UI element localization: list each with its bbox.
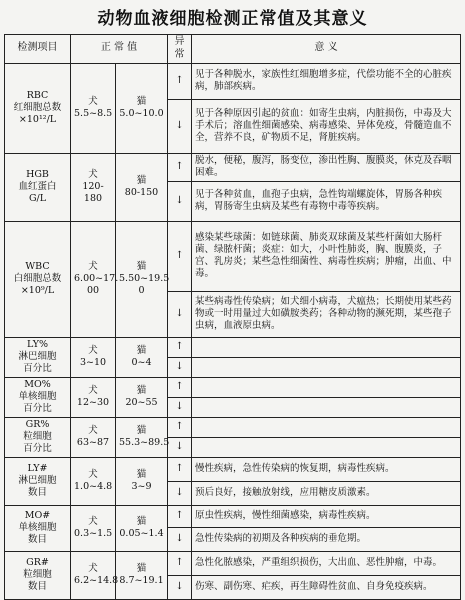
test-item-cell [5,377,71,417]
test-item-label: 红细胞总数 [13,102,62,114]
cat-value-text: 0.05~1.4 [119,528,164,540]
test-item-label: MO% [24,378,51,390]
cat-normal-value [116,551,168,599]
dog-value-text: 12~30 [76,397,110,409]
decrease-meaning [192,397,461,417]
dog-normal-value [71,153,116,221]
cat-normal-value [116,377,168,417]
test-item-label: 单核细胞 [18,391,57,403]
dog-value-text: 犬 [88,562,98,574]
test-item-label: GR% [25,418,50,430]
test-item-label: ×10⁹/L [20,285,55,297]
down-arrow-icon: ↓ [168,357,192,377]
table-row [5,377,461,397]
cat-value-text: 猫 [136,174,147,186]
dog-value-text: 犬 [88,468,98,480]
cat-normal-value [116,457,168,505]
test-item-cell [5,417,71,457]
decrease-meaning: 见于各种贫血，血孢子虫病，急性钩端螺旋体，胃肠各种疾病，胃肠寄生虫病及某些有毒物中毒等疾病。 [192,181,461,221]
dog-value-text: 3~10 [79,357,107,369]
table-row [5,153,461,181]
cat-value-text: 20~55 [125,397,158,409]
dog-value-text: 1.0~4.8 [74,481,113,493]
up-arrow-icon: ↑ [168,63,192,99]
decrease-meaning: 预后良好，接触放射线，应用糖皮质激素。 [192,481,461,505]
test-item-label: LY% [27,338,48,350]
cat-value-text: 猫 [136,515,147,527]
dog-value-text: 犬 [88,95,98,107]
dog-value-text: 犬 [88,168,98,180]
dog-normal-value [71,551,119,599]
dog-normal-value [71,377,116,417]
test-item-label: GR# [26,556,49,568]
test-item-label: 数目 [27,534,47,546]
down-arrow-icon: ↓ [168,99,192,153]
dog-value-text: 6.00~17. [74,273,119,285]
test-item-cell [5,153,71,221]
table-body [5,63,461,599]
cat-normal-value [116,417,168,457]
header-item: 检测项目 [5,35,71,64]
dog-normal-value [71,221,119,337]
test-item-label: 数目 [27,487,47,499]
test-item-label: HGB [26,168,49,180]
test-item-label: WBC [25,260,50,272]
increase-meaning [192,337,461,357]
dog-value-text: 120-180 [82,181,104,205]
decrease-meaning: 伤寒、副伤寒、疟疾，再生障碍性贫血、自身免疫疾病。 [192,575,461,599]
down-arrow-icon: ↓ [168,291,192,337]
up-arrow-icon: ↑ [168,377,192,397]
test-item-label: 粒细胞 [23,569,52,581]
dog-value-text: 00 [86,285,100,297]
decrease-meaning: 见于各种原因引起的贫血：如寄生虫病，内脏损伤，中毒及大手术后；溶血性细菌感染、病毒感染、异体免疫，骨髓造血不全，营养不良，矿物质不足，肾脏疾病。 [192,99,461,153]
cat-value-text: 猫 [136,384,147,396]
dog-normal-value [71,337,116,377]
dog-normal-value [71,417,116,457]
down-arrow-icon: ↓ [168,397,192,417]
decrease-meaning: 某些病毒性传染病；如犬细小病毒，犬瘟热；长期使用某些药物或一时用量过大如磺胺类药；各种动物的濒死期，某些孢子虫病，血液原虫病。 [192,291,461,337]
increase-meaning: 慢性疾病，急性传染病的恢复期，病毒性疾病。 [192,457,461,481]
cat-value-text: 猫 [136,95,147,107]
cat-normal-value [116,221,168,337]
blood-test-table [4,34,461,600]
table-row [5,337,461,357]
down-arrow-icon: ↓ [168,527,192,551]
cat-normal-value [116,505,168,551]
dog-value-text: 犬 [88,515,98,527]
increase-meaning: 原虫性疾病，慢性细菌感染，病毒性疾病。 [192,505,461,527]
up-arrow-icon: ↑ [168,221,192,291]
cat-normal-value [116,63,168,153]
table-row [5,551,461,575]
decrease-meaning [192,357,461,377]
dog-value-text: 犬 [88,424,98,436]
increase-meaning: 见于各种脱水，家族性红细胞增多症，代偿功能不全的心脏疾病，肺部疾病。 [192,63,461,99]
down-arrow-icon: ↓ [168,437,192,457]
cat-value-text: 猫 [136,562,147,574]
increase-meaning [192,417,461,437]
up-arrow-icon: ↑ [168,457,192,481]
dog-normal-value [71,63,116,153]
header-row [5,35,461,64]
cat-value-text: 8.7~19.1 [119,575,164,587]
test-item-label: 百分比 [23,363,52,375]
cat-value-text: 5.50~19.5 [119,273,170,285]
test-item-label: 粒细胞 [23,431,52,443]
test-item-label: RBC [26,89,49,101]
down-arrow-icon: ↓ [168,481,192,505]
document-title: 动物血液细胞检测正常值及其意义 [97,9,368,29]
up-arrow-icon: ↑ [168,417,192,437]
test-item-cell [5,337,71,377]
test-item-cell [5,221,71,337]
header-normal: 正 常 值 [71,35,168,64]
dog-normal-value [71,457,116,505]
cat-normal-value [116,337,168,377]
test-item-label: 血红蛋白 [18,181,57,193]
test-item-cell [5,457,71,505]
header-meaning: 意 义 [192,35,461,64]
increase-meaning: 感染某些球菌：如链球菌、肺炎双球菌及某些杆菌如大肠杆菌、绿脓杆菌；炎症：如大，小叶性肺炎，胸、腹膜炎，子宫、乳房炎；某些急性细菌性、病毒性疾病；肿瘤，出血、中毒。 [192,221,461,291]
cat-value-text: 猫 [136,344,147,356]
dog-value-text: 犬 [88,344,98,356]
cat-value-text: 55.3~89.5 [119,437,170,449]
test-item-label: 淋巴细胞 [18,351,57,363]
cat-value-text: 0~4 [131,357,152,369]
test-item-label: G/L [28,193,47,205]
test-item-label: 淋巴细胞 [18,475,57,487]
cat-value-text: 5.0~10.0 [119,108,164,120]
decrease-meaning: 急性传染病的初期及各种疾病的垂危期。 [192,527,461,551]
dog-value-text: 63~87 [76,437,110,449]
test-item-label: 白细胞总数 [13,273,62,285]
test-item-label: 百分比 [23,443,52,455]
up-arrow-icon: ↑ [168,505,192,527]
cat-normal-value [116,153,168,221]
test-item-label: 百分比 [23,403,52,415]
header-abnormal: 异常 [168,35,192,64]
test-item-cell [5,63,71,153]
table-row [5,417,461,437]
increase-meaning: 脱水，便秘，腹泻，肠变位，渗出性胸、腹膜炎，休克及吞咽困难。 [192,153,461,181]
table-row [5,63,461,99]
cat-value-text: 80-150 [124,187,159,199]
cat-value-text: 猫 [136,424,147,436]
dog-value-text: 5.5~8.5 [74,108,113,120]
test-item-label: 单核细胞 [18,522,57,534]
test-item-cell [5,551,71,599]
cat-value-text: 猫 [136,260,147,272]
dog-value-text: 6.2~14.8 [74,575,119,587]
down-arrow-icon: ↓ [168,181,192,221]
cat-value-text: 猫 [136,468,147,480]
test-item-label: LY# [27,462,48,474]
cat-value-text: 0 [138,285,145,297]
test-item-label: MO# [24,509,51,521]
decrease-meaning [192,437,461,457]
table-row [5,457,461,481]
cat-value-text: 3~9 [131,481,152,493]
test-item-cell [5,505,71,551]
table-row [5,221,461,291]
up-arrow-icon: ↑ [168,551,192,575]
up-arrow-icon: ↑ [168,153,192,181]
table-row [5,505,461,527]
increase-meaning [192,377,461,397]
increase-meaning: 急性化脓感染，严重组织损伤，大出血、恶性肿瘤，中毒。 [192,551,461,575]
dog-normal-value [71,505,116,551]
dog-value-text: 犬 [88,384,98,396]
dog-value-text: 0.3~1.5 [74,528,113,540]
up-arrow-icon: ↑ [168,337,192,357]
test-item-label: 数目 [27,581,47,593]
down-arrow-icon: ↓ [168,575,192,599]
dog-value-text: 犬 [88,260,98,272]
test-item-label: ×10¹²/L [18,114,57,126]
